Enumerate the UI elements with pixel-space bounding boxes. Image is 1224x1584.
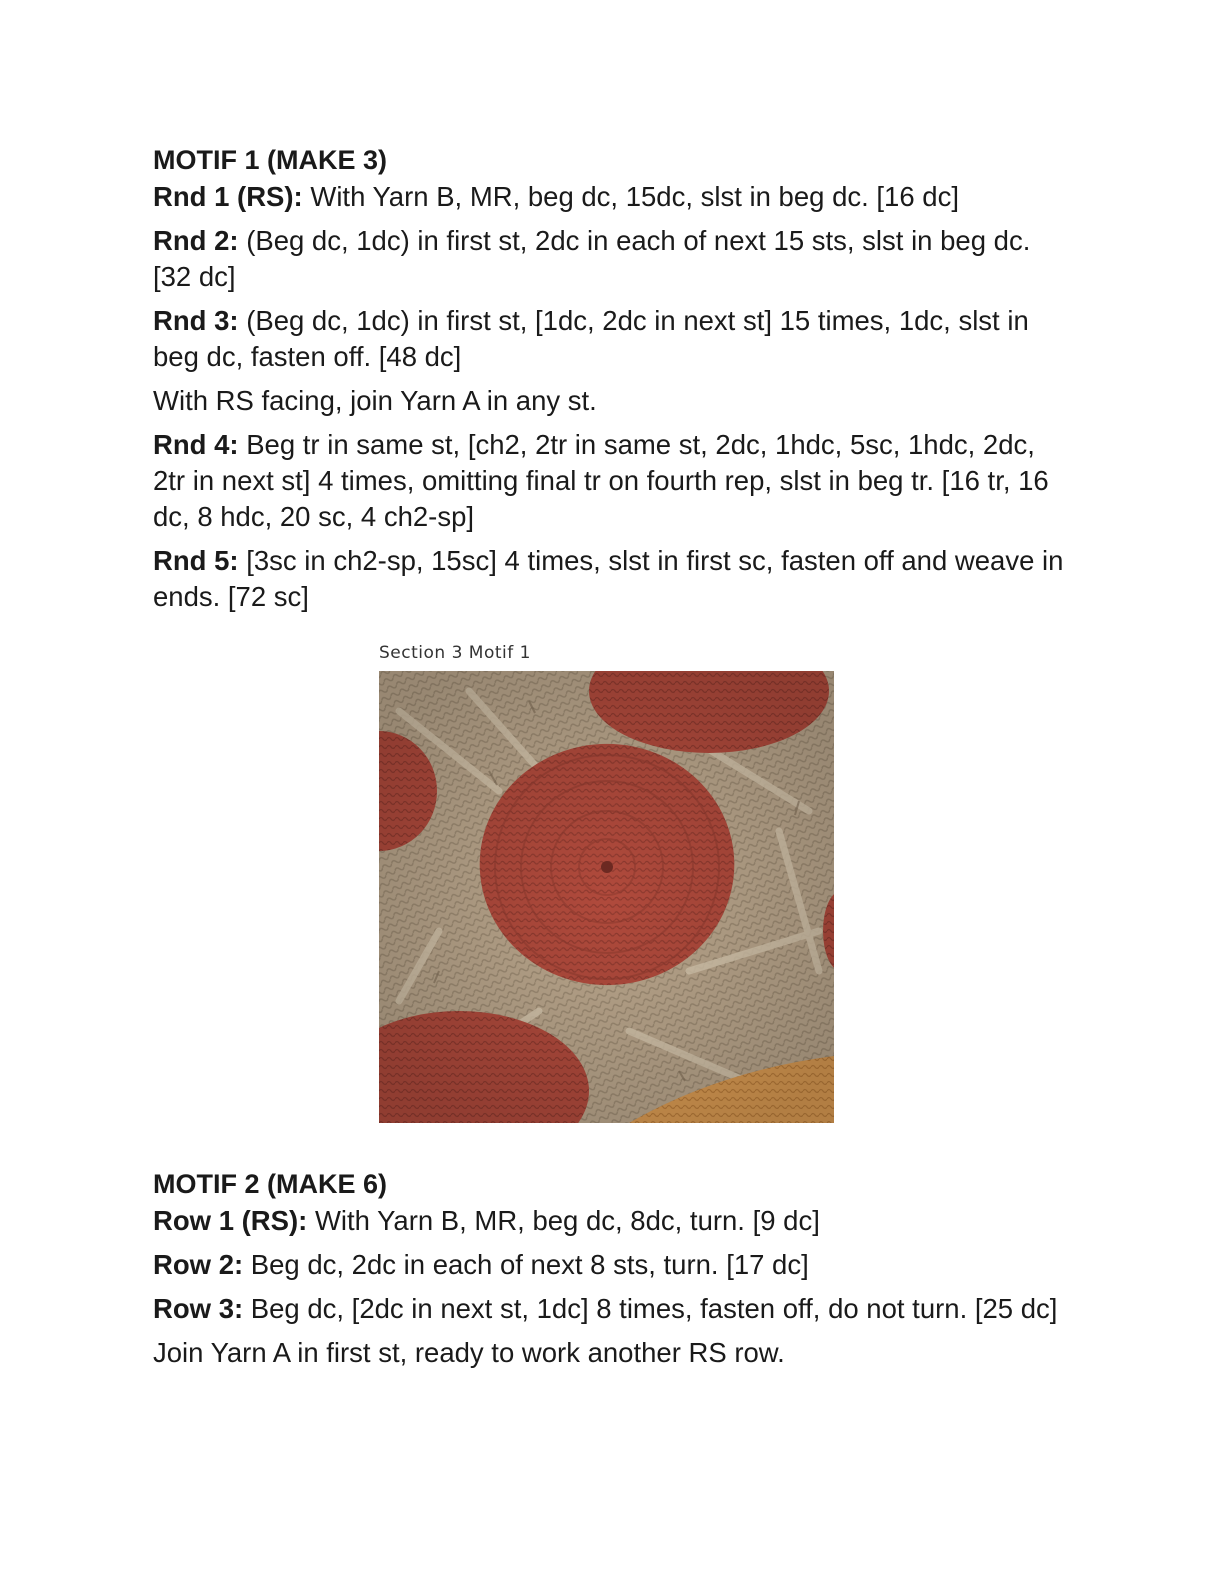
- motif-2-join-note: [153, 1335, 1073, 1371]
- motif-1-section: [153, 141, 1073, 615]
- instruction-text: Join Yarn A in first st, ready to work another RS row.: [153, 1337, 785, 1368]
- instruction-label: Rnd 4:: [153, 429, 239, 460]
- motif-1-heading: MOTIF 1 (MAKE 3): [153, 145, 387, 175]
- motif-1-rnd-5: [153, 543, 1073, 615]
- instruction-text: (Beg dc, 1dc) in first st, [1dc, 2dc in next st] 15 times, 1dc, slst in beg dc, fasten off. [48 dc]: [153, 305, 1029, 372]
- motif-1-figure: [379, 643, 835, 1123]
- motif-1-rnd-3: [153, 303, 1073, 375]
- instruction-text: Beg dc, [2dc in next st, 1dc] 8 times, fasten off, do not turn. [25 dc]: [243, 1293, 1058, 1324]
- instruction-label: Rnd 5:: [153, 545, 239, 576]
- motif-1-rnd-2: [153, 223, 1073, 295]
- instruction-label: Rnd 3:: [153, 305, 239, 336]
- motif-2-heading: MOTIF 2 (MAKE 6): [153, 1169, 387, 1199]
- instruction-label: Rnd 2:: [153, 225, 239, 256]
- motif-1-join-note: [153, 383, 1073, 419]
- instruction-text: [3sc in ch2-sp, 15sc] 4 times, slst in first sc, fasten off and weave in ends. [72 sc]: [153, 545, 1064, 612]
- instruction-text: (Beg dc, 1dc) in first st, 2dc in each of next 15 sts, slst in beg dc. [32 dc]: [153, 225, 1031, 292]
- instruction-label: Row 3:: [153, 1293, 244, 1324]
- instruction-text: With RS facing, join Yarn A in any st.: [153, 385, 597, 416]
- instruction-label: Row 2:: [153, 1249, 244, 1280]
- motif-2-row-3: [153, 1291, 1073, 1327]
- instruction-label: Row 1 (RS):: [153, 1205, 308, 1236]
- instruction-label: Rnd 1 (RS):: [153, 181, 303, 212]
- motif-2-section: [153, 1165, 1073, 1371]
- figure-caption: Section 3 Motif 1: [379, 643, 531, 663]
- instruction-text: Beg dc, 2dc in each of next 8 sts, turn. [17 dc]: [243, 1249, 809, 1280]
- crochet-motif-photo: [379, 671, 834, 1123]
- motif-1-rnd-1: [153, 179, 1073, 215]
- document-page: [153, 141, 1073, 1379]
- motif-1-rnd-4: [153, 427, 1073, 535]
- instruction-text: With Yarn B, MR, beg dc, 15dc, slst in beg dc. [16 dc]: [302, 181, 959, 212]
- motif-2-row-1: [153, 1203, 1073, 1239]
- instruction-text: Beg tr in same st, [ch2, 2tr in same st, 2dc, 1hdc, 5sc, 1hdc, 2dc, 2tr in next st] 4 times, omitting final tr on fourth rep, slst in beg tr. [16 tr, 16 dc, 8 hdc, 20 sc, 4 ch2-sp]: [153, 429, 1049, 532]
- motif-2-row-2: [153, 1247, 1073, 1283]
- instruction-text: With Yarn B, MR, beg dc, 8dc, turn. [9 dc]: [307, 1205, 820, 1236]
